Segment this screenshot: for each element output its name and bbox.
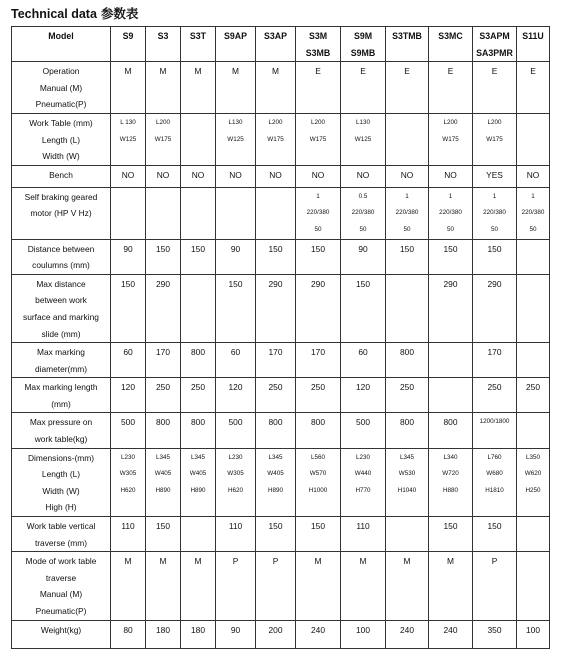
table-cell: 170 [146,343,181,378]
table-row [12,517,550,552]
table-cell [517,413,550,448]
column-header: S11U [517,27,550,62]
table-cell: 240 [296,620,341,648]
table-cell: 90 [216,239,256,274]
table-cell: 110 [216,517,256,552]
table-cell: NO [216,165,256,187]
table-cell: 150 [473,239,517,274]
table-cell: 90 [216,620,256,648]
table-cell: E [341,62,386,114]
row-label: Max marking length (mm) [12,378,111,413]
table-cell: M [429,552,473,620]
table-cell: L130 W125 [216,113,256,165]
table-cell [181,113,216,165]
table-cell: 110 [111,517,146,552]
table-cell: 170 [473,343,517,378]
table-cell [181,517,216,552]
table-row [12,343,550,378]
table-cell: L230 W305 H620 [111,448,146,516]
table-cell: L340 W720 H880 [429,448,473,516]
table-cell: L230 W305 H620 [216,448,256,516]
table-cell: 1 220/380 50 [429,187,473,239]
row-label: Dimensions-(mm) Length (L) Width (W) High (H) [12,448,111,516]
row-label: Work table vertical traverse (mm) [12,517,111,552]
header-row [12,27,550,62]
column-header: S3TMB [386,27,429,62]
table-cell: 250 [296,378,341,413]
row-label: Work Table (mm) Length (L) Width (W) [12,113,111,165]
table-row [12,552,550,620]
table-cell: 60 [111,343,146,378]
table-cell: 150 [386,239,429,274]
table-cell: L560 W570 H1000 [296,448,341,516]
column-header: Model [12,27,111,62]
table-cell [256,187,296,239]
table-cell [517,113,550,165]
table-cell: 290 [146,274,181,342]
table-cell: 290 [256,274,296,342]
table-cell: M [216,62,256,114]
table-body [12,27,550,649]
table-cell: 800 [386,413,429,448]
table-cell: 170 [256,343,296,378]
table-cell [386,517,429,552]
table-cell [517,517,550,552]
table-cell: E [296,62,341,114]
table-cell: 1 220/380 50 [517,187,550,239]
table-cell: YES [473,165,517,187]
table-row [12,274,550,342]
table-cell: L200 W175 [146,113,181,165]
table-cell: M [341,552,386,620]
column-header: S3T [181,27,216,62]
row-label: Distance between coulumns (mm) [12,239,111,274]
table-cell: 150 [429,239,473,274]
table-cell: 80 [111,620,146,648]
row-label: Max distance between work surface and marking slide (mm) [12,274,111,342]
table-cell: 1 220/380 50 [473,187,517,239]
table-row [12,113,550,165]
table-cell: 150 [256,239,296,274]
table-cell [216,187,256,239]
table-cell: 60 [341,343,386,378]
table-cell: M [146,552,181,620]
table-row [12,62,550,114]
table-cell: 150 [146,517,181,552]
table-cell: 500 [341,413,386,448]
table-cell: 500 [216,413,256,448]
table-cell: 60 [216,343,256,378]
table-cell: 800 [181,343,216,378]
table-cell: NO [146,165,181,187]
column-header: S9M S9MB [341,27,386,62]
table-cell: L200 W175 [429,113,473,165]
table-cell [429,343,473,378]
table-cell: E [429,62,473,114]
table-cell: E [517,62,550,114]
table-cell: NO [429,165,473,187]
table-cell: 180 [181,620,216,648]
table-cell: 120 [216,378,256,413]
table-cell: 240 [386,620,429,648]
table-cell: 250 [146,378,181,413]
table-cell [517,552,550,620]
table-cell: 800 [296,413,341,448]
table-cell: 240 [429,620,473,648]
table-cell: L130 W125 [341,113,386,165]
table-cell: 1 220/380 50 [296,187,341,239]
table-cell [181,187,216,239]
table-cell: 1 220/380 50 [386,187,429,239]
table-cell: E [386,62,429,114]
row-label: Max marking diameter(mm) [12,343,111,378]
row-label: Mode of work table traverse Manual (M) Pneumatic(P) [12,552,111,620]
column-header: S3AP [256,27,296,62]
table-cell: 200 [256,620,296,648]
table-cell: E [473,62,517,114]
table-cell: M [386,552,429,620]
table-cell: 290 [429,274,473,342]
table-cell: 150 [111,274,146,342]
column-header: S3APM SA3PMR [473,27,517,62]
table-cell [517,274,550,342]
table-cell [181,274,216,342]
table-cell [517,343,550,378]
table-cell: L230 W440 H770 [341,448,386,516]
table-row [12,620,550,648]
table-cell: L 130 W125 [111,113,146,165]
table-cell: 800 [386,343,429,378]
table-cell: 170 [296,343,341,378]
table-cell: L200 W175 [296,113,341,165]
table-cell: 90 [341,239,386,274]
table-cell: 350 [473,620,517,648]
table-cell: 90 [111,239,146,274]
table-cell [146,187,181,239]
table-cell: 100 [517,620,550,648]
title-en: Technical data [11,7,97,21]
table-cell: 250 [517,378,550,413]
technical-data-table [11,26,550,649]
table-cell: M [256,62,296,114]
table-cell: M [111,552,146,620]
table-cell: 150 [216,274,256,342]
column-header: S3MC [429,27,473,62]
table-cell: 180 [146,620,181,648]
row-label: Self braking geared motor (HP V Hz) [12,187,111,239]
table-cell: 250 [256,378,296,413]
table-cell: 150 [296,239,341,274]
table-cell: L345 W530 H1040 [386,448,429,516]
table-row [12,165,550,187]
table-cell: 290 [296,274,341,342]
table-cell: L200 W175 [256,113,296,165]
table-cell: NO [386,165,429,187]
row-label: Max pressure on work table(kg) [12,413,111,448]
table-cell: L345 W405 H890 [181,448,216,516]
table-cell: 150 [146,239,181,274]
row-label: Operation Manual (M) Pneumatic(P) [12,62,111,114]
table-cell [111,187,146,239]
table-cell: 150 [296,517,341,552]
table-cell: 800 [429,413,473,448]
table-cell: L350 W620 H250 [517,448,550,516]
title-cn: 参数表 [100,7,139,21]
table-cell: L345 W405 H890 [146,448,181,516]
table-cell: 150 [473,517,517,552]
table-cell: NO [296,165,341,187]
table-cell: 120 [341,378,386,413]
table-cell: M [181,62,216,114]
table-cell: M [146,62,181,114]
table-row [12,239,550,274]
table-cell: 800 [181,413,216,448]
table-cell: 250 [473,378,517,413]
row-label: Bench [12,165,111,187]
table-cell: M [181,552,216,620]
table-row [12,187,550,239]
table-cell: 250 [386,378,429,413]
column-header: S9AP [216,27,256,62]
table-cell: 150 [341,274,386,342]
table-cell: 250 [181,378,216,413]
table-cell: L760 W680 H1810 [473,448,517,516]
table-cell: NO [181,165,216,187]
page-title [11,4,138,22]
table-cell [429,378,473,413]
table-cell: 120 [111,378,146,413]
table-cell: 110 [341,517,386,552]
table-cell [386,274,429,342]
table-cell: 150 [256,517,296,552]
table-cell: 290 [473,274,517,342]
row-label: Weight(kg) [12,620,111,648]
table-row [12,448,550,516]
column-header: S9 [111,27,146,62]
table-cell: 150 [429,517,473,552]
table-cell: 800 [146,413,181,448]
table-cell: NO [111,165,146,187]
table-cell: NO [517,165,550,187]
table-cell [386,113,429,165]
table-row [12,413,550,448]
table-cell: P [216,552,256,620]
table-cell: 500 [111,413,146,448]
table-cell: 0.5 220/380 50 [341,187,386,239]
table-cell: P [473,552,517,620]
table-cell: 1200/1800 [473,413,517,448]
table-cell [517,239,550,274]
column-header: S3M S3MB [296,27,341,62]
table-cell: NO [341,165,386,187]
table-cell: L345 W405 H890 [256,448,296,516]
table-cell: M [111,62,146,114]
table-cell: 150 [181,239,216,274]
column-header: S3 [146,27,181,62]
table-cell: 100 [341,620,386,648]
table-cell: P [256,552,296,620]
table-cell: NO [256,165,296,187]
table-cell: L200 W175 [473,113,517,165]
table-cell: 800 [256,413,296,448]
table-cell: M [296,552,341,620]
table-row [12,378,550,413]
